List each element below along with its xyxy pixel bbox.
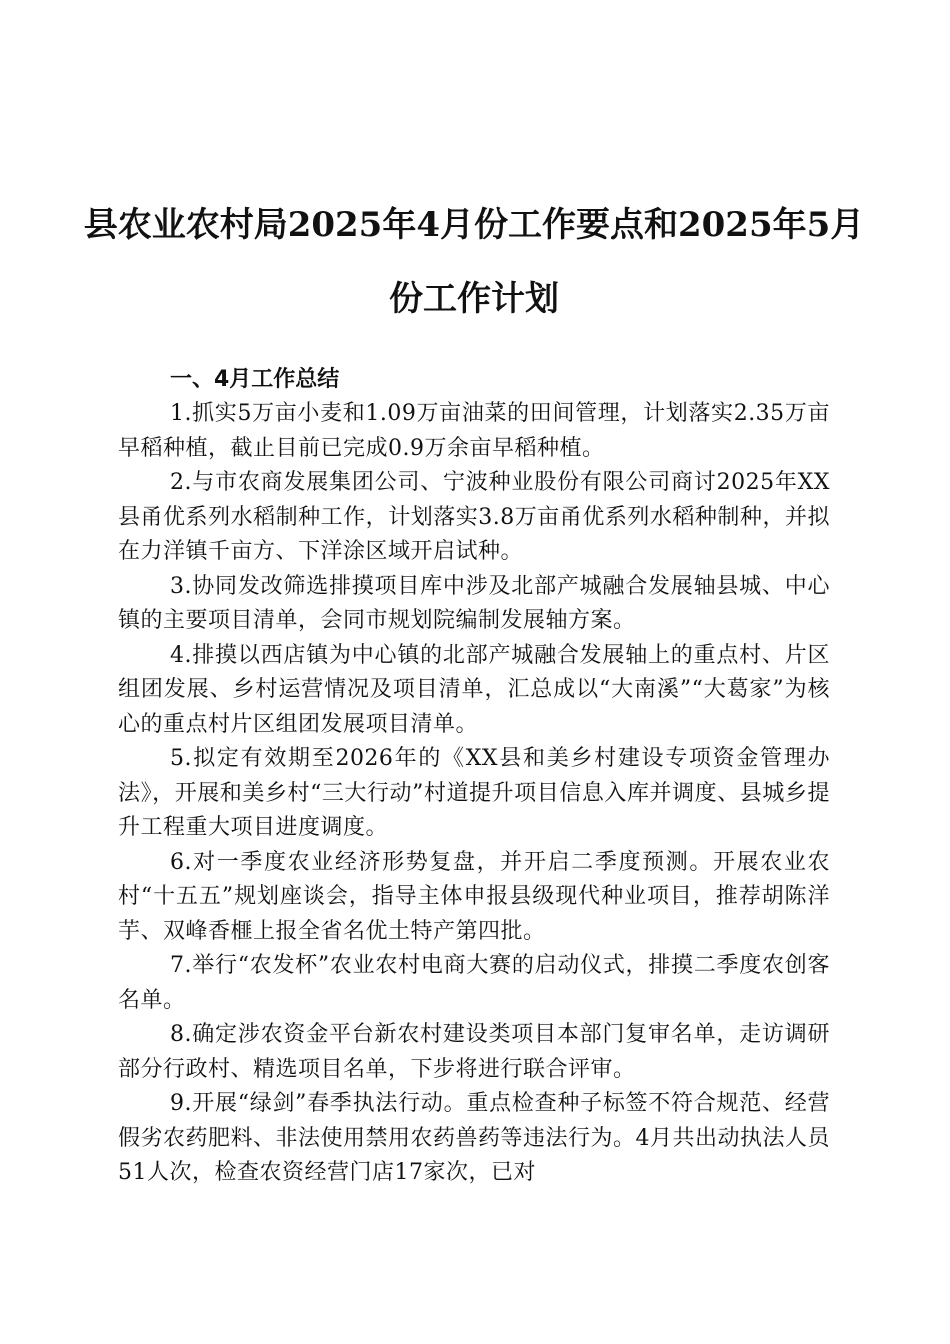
paragraph-item-2: 2.与市农商发展集团公司、宁波种业股份有限公司商讨2025年XX县甬优系列水稻制种工作，计划落实3.8万亩甬优系列水稻种制种，并拟在力洋镇千亩方、下洋涂区域开启试种。 — [118, 470, 830, 564]
document-body — [118, 397, 830, 1191]
section-heading-april-summary: 一、4月工作总结 — [170, 367, 340, 392]
paragraph-item-6: 6.对一季度农业经济形势复盘，并开启二季度预测。开展农业农村“十五五”规划座谈会，指导主体申报县级现代种业项目，推荐胡陈洋芋、双峰香榧上报全省名优土特产第四批。 — [118, 849, 830, 944]
paragraph-item-9: 9.开展“绿剑”春季执法行动。重点检查种子标签不符合规范、经营假劣农药肥料、非法使用禁用农药兽药等违法行为。4月共出动执法人员51人次，检查农资经营门店17家次，已对 — [118, 1091, 830, 1185]
paragraph-item-3: 3.协同发改筛选排摸项目库中涉及北部产城融合发展轴县城、中心镇的主要项目清单，会同市规划院编制发展轴方案。 — [118, 573, 830, 633]
document-title: 县农业农村局2025年4月份工作要点和2025年5月份工作计划 — [83, 205, 865, 319]
paragraph-item-8: 8.确定涉农资金平台新农村建设类项目本部门复审名单，走访调研部分行政村、精选项目名单，下步将进行联合评审。 — [118, 1022, 830, 1082]
paragraph-item-5: 5.拟定有效期至2026年的《XX县和美乡村建设专项资金管理办法》，开展和美乡村“三大行动”村道提升项目信息入库并调度、县城乡提升工程重大项目进度调度。 — [118, 746, 830, 840]
paragraph-item-7: 7.举行“农发杯”农业农村电商大赛的启动仪式，排摸二季度农创客名单。 — [118, 953, 830, 1013]
paragraph-item-4: 4.排摸以西店镇为中心镇的北部产城融合发展轴上的重点村、片区组团发展、乡村运营情况及项目清单，汇总成以“大南溪”“大葛家”为核心的重点村片区组团发展项目清单。 — [118, 642, 830, 737]
paragraph-item-1: 1.抓实5万亩小麦和1.09万亩油菜的田间管理，计划落实2.35万亩早稻种植，截止目前已完成0.9万余亩早稻种植。 — [118, 401, 830, 461]
